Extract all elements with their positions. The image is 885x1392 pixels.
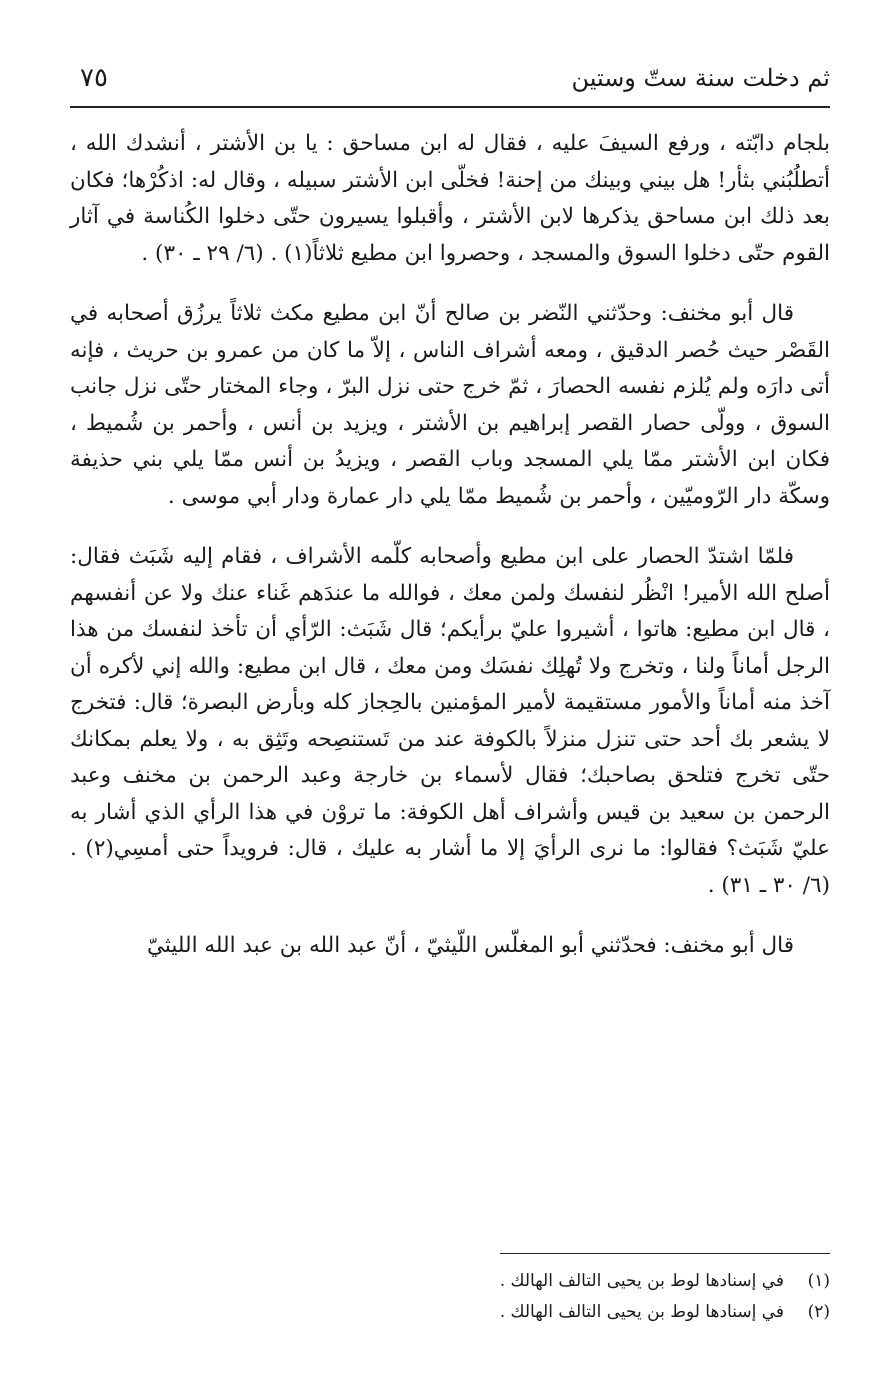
footnote-number: (١) (807, 1271, 830, 1291)
page-number: ٧٥ (80, 63, 108, 93)
paragraph-3: فلمّا اشتدّ الحصار على ابن مطيع وأصحابه كلّمه الأشراف ، فقام إليه شَبَث فقال: أصلح الله الأمير! انْظُر لنفسك ولمن معك ، فوالله ما عندَهم غَناء عنك ولا عن أنفسهم ، قال ابن مطيع: هاتوا ، أشيروا عليّ برأيكم؛ قال شَبَث: الرّأي أن تأخذ لنفسك من هذا الرجل أماناً ولنا ، وتخرج ولا تُهلِك نفسَك ومن معك ، قال ابن مطيع: والله إني لأكره أن آخذ منه أماناً والأمور مستقيمة لأمير المؤمنين بالحِجاز كله وبأرض البصرة؛ قال: فتخرج لا يشعر بك أحد حتى تنزل منزلاً بالكوفة عند من تَستنصِحه وتَثِق به ، ولا يعلم بمكانك حتّى تخرج فتلحق بصاحبك؛ فقال لأسماء بن خارجة وعبد الرحمن بن مخنف وعبد الرحمن بن سعيد بن قيس وأشراف أهل الكوفة: ما تروْن في هذا الرأي الذي أشار به عليّ شَبَث؟ فقالوا: ما نرى الرأيَ إلا ما أشار به عليك ، قال: فرويداً حتى أمسِي(٢) . (٦/ ٣٠ ـ ٣١) . (70, 544, 830, 898)
paragraph-2: قال أبو مخنف: وحدّثني النّضر بن صالح أنّ ابن مطيع مكث ثلاثاً يرزُق أصحابه في القَصْر حيث حُصر الدقيق ، ومعه أشراف الناس ، إلاّ ما كان من عمرو بن حريث ، فإنه أتى دارَه ولم يُلزم نفسه الحصارَ ، ثمّ خرج حتى نزل البرّ ، وجاء المختار حتّى نزل جانب السوق ، وولّى حصار القصر إبراهيم بن الأشتر ، ويزيد بن أنس ، وأحمر بن شُميط ، فكان ابن الأشتر ممّا يلي المسجد وباب القصر ، ويزيدُ بن أنس ممّا يلي بني حذيفة وسكّة دار الرّوميّين ، وأحمر بن شُميط ممّا يلي دار عمارة ودار أبي موسى . (70, 301, 830, 509)
footnote-2 (70, 1297, 830, 1328)
footnote-text: في إسنادها لوط بن يحيى التالف الهالك . (499, 1302, 784, 1322)
footnotes (70, 1266, 830, 1328)
paragraph-4: قال أبو مخنف: فحدّثني أبو المغلّس اللّيثيّ ، أنّ عبد الله بن عبد الله الليثيّ (147, 933, 794, 958)
header-rule (70, 106, 830, 108)
footnote-1 (70, 1266, 830, 1297)
footnote-number: (٢) (807, 1302, 830, 1322)
body-text (70, 126, 830, 965)
book-page (70, 40, 830, 1360)
footnote-text: في إسنادها لوط بن يحيى التالف الهالك . (499, 1271, 784, 1291)
paragraph-1: بلجام دابّته ، ورفع السيفَ عليه ، فقال له ابن مساحق : يا بن الأشتر ، أنشدك الله ، أتطلُبُني بثأر! هل بيني وبينك من إحنة! فخلّى ابن الأشتر سبيله ، وقال له: اذكُرْها؛ فكان بعد ذلك ابن مساحق يذكرها لابن الأشتر ، وأقبلوا يسيرون حتّى دخلوا الكُناسة في آثار القوم حتّى دخلوا السوق والمسجد ، وحصروا ابن مطيع ثلاثاً(١) . (٦/ ٢٩ ـ ٣٠) . (70, 131, 830, 266)
running-title: ثم دخلت سنة ستّ وستين (571, 64, 830, 92)
footnote-rule (500, 1253, 830, 1254)
running-header (70, 58, 830, 98)
